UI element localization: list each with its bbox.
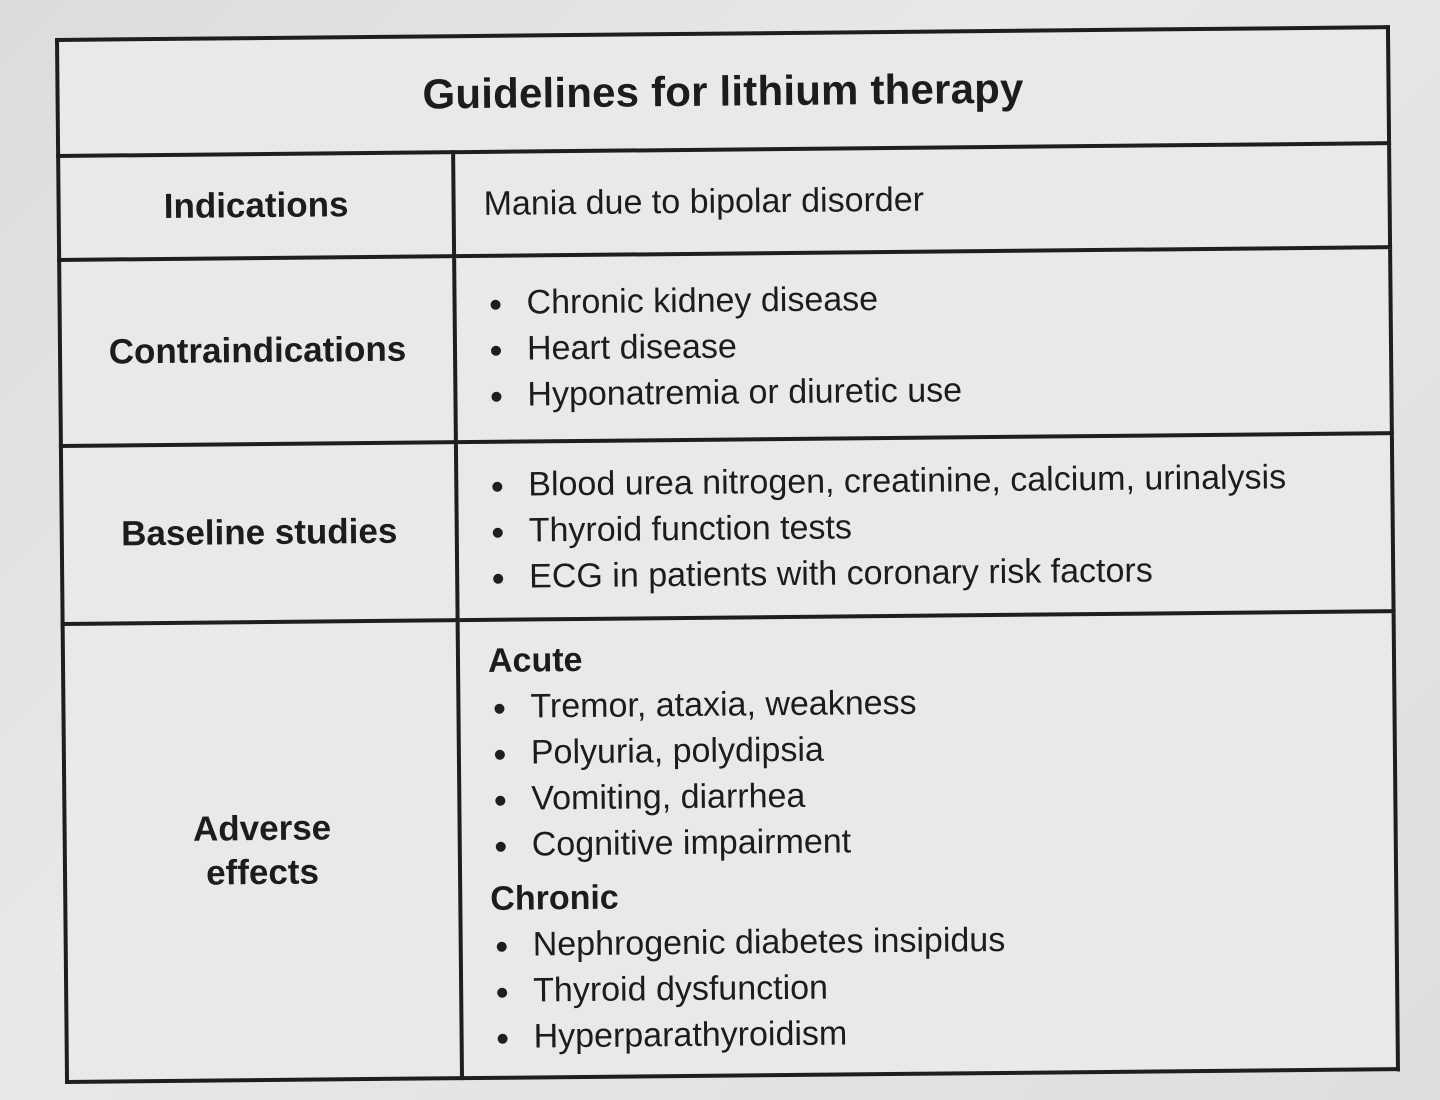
list-item: Chronic kidney disease xyxy=(484,271,1360,325)
list-item: Cognitive impairment xyxy=(490,813,1366,867)
row-content-indications: Mania due to bipolar disorder xyxy=(453,143,1390,256)
chronic-heading: Chronic xyxy=(490,878,619,918)
row-content-adverse-effects xyxy=(458,611,1398,1078)
row-label-indications: Indications xyxy=(58,152,454,260)
list-item: Hyperparathyroidism xyxy=(491,1005,1367,1059)
list-item: Thyroid function tests xyxy=(487,499,1363,553)
row-label-adverse-effects xyxy=(63,620,462,1082)
list-item: Nephrogenic diabetes insipidus xyxy=(491,913,1367,967)
table-row-indications xyxy=(58,143,1390,260)
list-item: Tremor, ataxia, weakness xyxy=(488,675,1364,729)
acute-effects-list xyxy=(488,675,1366,867)
list-item: Hyponatremia or diuretic use xyxy=(485,363,1361,417)
list-item: Blood urea nitrogen, creatinine, calcium, urinalysis xyxy=(486,453,1362,507)
table-row-baseline-studies xyxy=(61,433,1394,624)
list-item: ECG in patients with coronary risk factors xyxy=(487,545,1363,599)
lithium-guidelines-table-container xyxy=(55,25,1400,1084)
list-item: Thyroid dysfunction xyxy=(491,959,1367,1013)
list-item: Vomiting, diarrhea xyxy=(489,767,1365,821)
adverse-label-line-2: effects xyxy=(205,852,320,893)
chronic-effects-list xyxy=(491,913,1368,1059)
row-content-baseline-studies xyxy=(456,433,1394,620)
table-row-adverse-effects xyxy=(63,611,1398,1082)
table-row-contraindications xyxy=(59,247,1392,446)
list-item: Polyuria, polydipsia xyxy=(489,721,1365,775)
title-row xyxy=(57,27,1389,156)
acute-heading: Acute xyxy=(487,640,583,680)
table-title: Guidelines for lithium therapy xyxy=(57,27,1389,156)
contraindications-list xyxy=(484,271,1361,417)
baseline-studies-list xyxy=(486,453,1363,599)
lithium-guidelines-table xyxy=(55,25,1400,1084)
row-label-contraindications: Contraindications xyxy=(59,256,456,446)
adverse-label-line-1: Adverse xyxy=(192,808,332,849)
list-item: Heart disease xyxy=(485,317,1361,371)
row-content-contraindications xyxy=(454,247,1392,442)
row-label-baseline-studies: Baseline studies xyxy=(61,442,458,624)
